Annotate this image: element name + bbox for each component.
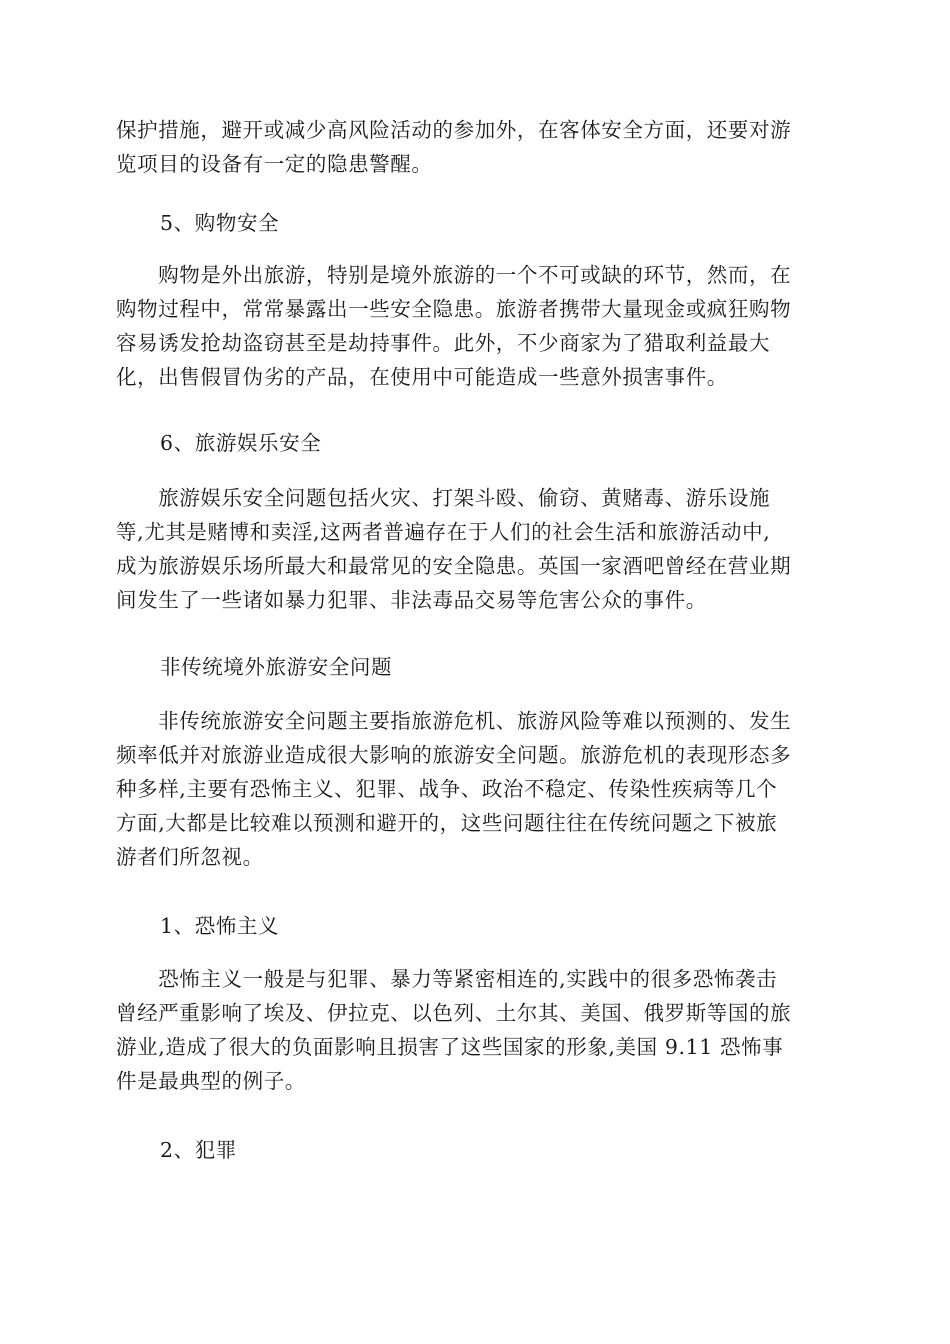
paragraph-non-traditional-issues	[116, 704, 836, 874]
section-heading-crime: 2、犯罪	[160, 1138, 237, 1162]
text-line: 非传统旅游安全问题主要指旅游危机、旅游风险等难以预测的、发生	[116, 709, 792, 733]
text-line: 保护措施，避开或减少高风险活动的参加外，在客体安全方面，还要对游	[116, 118, 792, 142]
text-line: 览项目的设备有一定的隐患警醒。	[116, 152, 433, 176]
text-line: 曾经严重影响了埃及、伊拉克、以色列、土尔其、美国、俄罗斯等国的旅	[116, 1001, 792, 1025]
section-heading-shopping-safety: 5、购物安全	[160, 211, 280, 235]
text-line: 间发生了一些诸如暴力犯罪、非法毒品交易等危害公众的事件。	[116, 588, 707, 612]
text-line: 化，出售假冒伪劣的产品，在使用中可能造成一些意外损害事件。	[116, 365, 728, 389]
text-line: 游业,造成了很大的负面影响且损害了这些国家的形象,美国 9.11 恐怖事	[116, 1035, 784, 1059]
text-line: 恐怖主义一般是与犯罪、暴力等紧密相连的,实践中的很多恐怖袭击	[116, 967, 778, 991]
text-line: 购物过程中，常常暴露出一些安全隐患。旅游者携带大量现金或疯狂购物	[116, 297, 792, 321]
section-heading-entertainment-safety: 6、旅游娱乐安全	[160, 431, 322, 455]
paragraph-tourism-safety-continued	[116, 113, 836, 181]
text-line: 成为旅游娱乐场所最大和最常见的安全隐患。英国一家酒吧曾经在营业期	[116, 554, 792, 578]
text-line: 件是最典型的例子。	[116, 1069, 306, 1093]
section-heading-non-traditional-issues: 非传统境外旅游安全问题	[160, 655, 393, 679]
text-line: 等,尤其是赌博和卖淫,这两者普遍存在于人们的社会生活和旅游活动中,	[116, 520, 771, 544]
paragraph-entertainment-safety	[116, 481, 836, 617]
paragraph-shopping-safety	[116, 258, 836, 394]
text-line: 容易诱发抢劫盗窃甚至是劫持事件。此外，不少商家为了猎取利益最大	[116, 331, 771, 355]
paragraph-terrorism	[116, 962, 836, 1098]
section-heading-terrorism: 1、恐怖主义	[160, 914, 280, 938]
text-line: 购物是外出旅游，特别是境外旅游的一个不可或缺的环节，然而，在	[116, 263, 792, 287]
text-line: 种多样,主要有恐怖主义、犯罪、战争、政治不稳定、传染性疾病等几个	[116, 777, 778, 801]
text-line: 旅游娱乐安全问题包括火灾、打架斗殴、偷窃、黄赌毒、游乐设施	[116, 486, 771, 510]
text-line: 频率低并对旅游业造成很大影响的旅游安全问题。旅游危机的表现形态多	[116, 743, 792, 767]
text-line: 游者们所忽视。	[116, 845, 264, 869]
text-line: 方面,大都是比较难以预测和避开的，这些问题往往在传统问题之下被旅	[116, 811, 778, 835]
